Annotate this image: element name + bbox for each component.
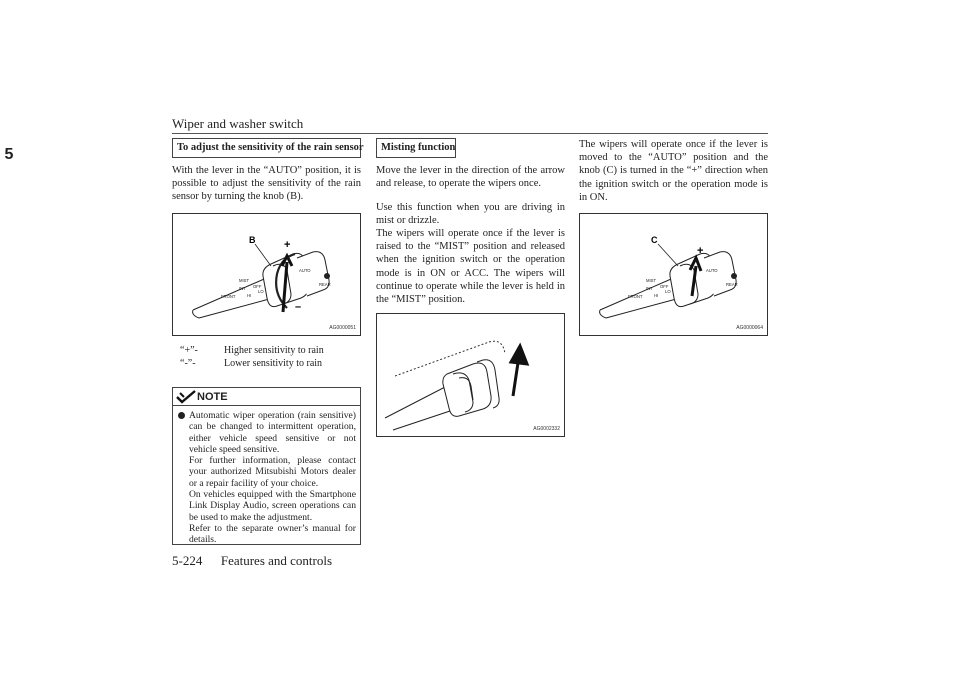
header-rule	[172, 133, 768, 134]
figure-label-minus: –	[295, 301, 302, 313]
figure-knob-c	[579, 213, 768, 336]
figure-label-auto: AUTO	[706, 268, 718, 273]
figure-label-front: FRONT	[628, 294, 643, 299]
figure-code: AG0000051	[329, 325, 356, 331]
figure-label-plus: +	[697, 245, 704, 257]
figure-code: AG0002332	[533, 426, 560, 432]
footer-section: Features and controls	[220, 553, 333, 568]
figure-label-lo: LO	[258, 289, 264, 294]
figure-label-front: FRONT	[221, 294, 236, 299]
figure-label-hi: HI	[247, 293, 252, 298]
bullet-icon	[178, 412, 185, 419]
figure-label-hi: HI	[654, 293, 659, 298]
figure-label-off: OFF	[660, 284, 669, 289]
figure-label-mist: MIST	[239, 278, 250, 283]
figure-label-rear: REAR	[726, 282, 738, 287]
page-number: 5-224	[172, 553, 203, 568]
figure-label-c: C	[651, 235, 658, 245]
misting-paragraph-2: Use this function when you are driving in mist or drizzle.	[376, 202, 565, 227]
legend-key-minus: “-”-	[180, 357, 196, 369]
auto-knob-paragraph: The wipers will operate once if the lever is moved to the “AUTO” position and the knob (C) is turned in the “+” direction when the ignition switch or the operation mode is in ON.	[579, 139, 768, 203]
figure-rain-sensor-knob	[172, 213, 361, 336]
note-header	[173, 388, 360, 406]
note-text: Automatic wiper operation (rain sensitive) can be changed to intermittent operation, either vehicle speed sensitive or not vehicle speed sensitive. For further information, please contact your authorized Mitsubishi Motors dealer or a repair facility of your choice. On vehicles equipped with the Smartphone Link Display Audio, screen operations can be used to make the adjustment. Refer to the separate owner’s manual for details.	[189, 410, 356, 546]
figure-misting-lever	[376, 313, 565, 437]
rain-sensor-paragraph: With the lever in the “AUTO” position, it is possible to adjust the sensitivity of the rain sensor by turning the knob (B).	[172, 165, 361, 203]
figure-label-b: B	[249, 235, 256, 245]
figure-label-auto: AUTO	[299, 268, 311, 273]
figure-label-int: INT	[239, 286, 246, 291]
note-check-icon	[175, 390, 197, 404]
legend-row-minus	[180, 358, 361, 371]
rear-switch-dot	[731, 273, 737, 279]
figure-label-mist: MIST	[646, 278, 657, 283]
figure-label-int: INT	[646, 286, 653, 291]
page-footer	[172, 553, 332, 569]
note-box	[172, 387, 361, 545]
figure-label-plus: +	[284, 239, 291, 251]
note-label: NOTE	[197, 390, 228, 403]
legend-key-plus: “+”-	[180, 345, 198, 356]
wiper-lever-knob-c-illustration	[580, 214, 767, 335]
sensitivity-legend	[180, 345, 361, 370]
figure-label-rear: REAR	[319, 282, 331, 287]
rear-switch-dot	[324, 273, 330, 279]
section-heading-misting: Misting function	[376, 138, 456, 158]
legend-row-plus	[180, 345, 361, 358]
misting-lever-illustration	[377, 314, 564, 436]
legend-text-minus: Lower sensitivity to rain	[224, 357, 323, 369]
note-body	[173, 406, 360, 550]
figure-code: AG0000064	[736, 325, 763, 331]
legend-text-plus: Higher sensitivity to rain	[224, 345, 324, 356]
misting-paragraph-3: The wipers will operate once if the lever is raised to the “MIST” position and released when the ignition switch or the operation mode is in ON or ACC. The wipers will continue to operate while the lever is held in the “MIST” position.	[376, 228, 565, 306]
page-header-title: Wiper and washer switch	[172, 116, 304, 131]
figure-label-lo: LO	[665, 289, 671, 294]
wiper-lever-illustration	[173, 214, 360, 335]
figure-label-off: OFF	[253, 284, 262, 289]
misting-paragraph-1: Move the lever in the direction of the arrow and release, to operate the wipers once.	[376, 165, 565, 190]
section-heading-rain-sensor: To adjust the sensitivity of the rain sensor	[172, 138, 361, 158]
chapter-tab: 5	[0, 140, 18, 170]
